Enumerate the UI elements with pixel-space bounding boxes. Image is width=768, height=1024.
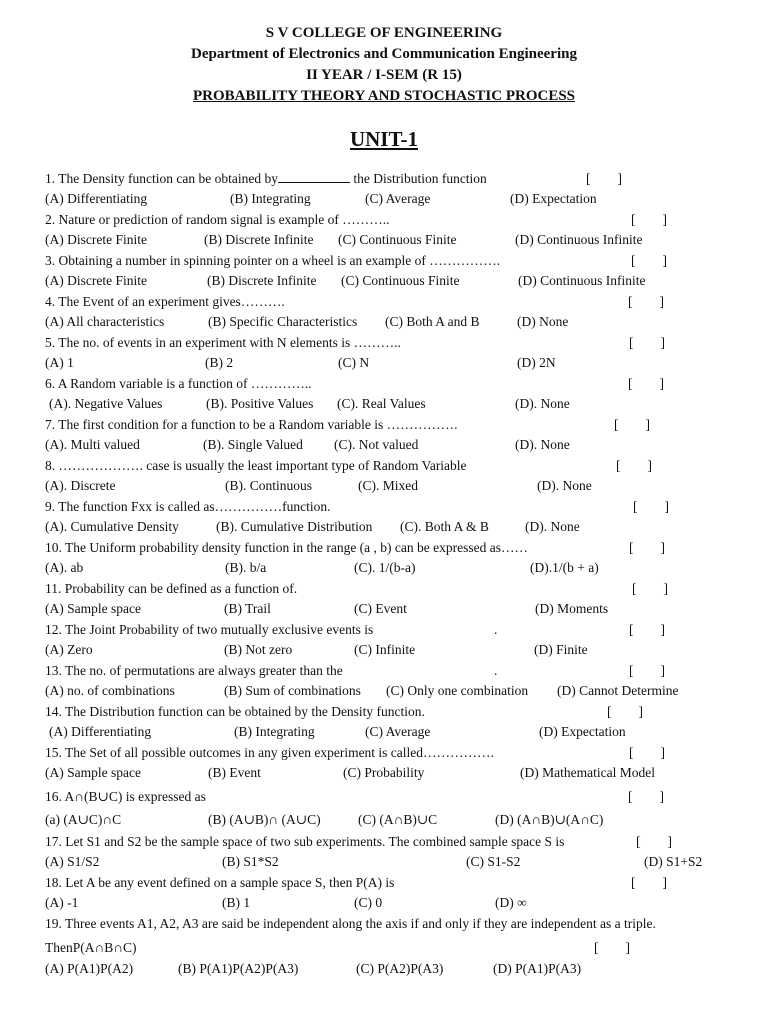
option-b: (B) P(A1)P(A2)P(A3): [178, 961, 299, 976]
option-a: (A). Discrete: [45, 478, 116, 493]
option-a: (A) All characteristics: [45, 314, 165, 329]
option-a: (A) Differentiating: [49, 724, 152, 739]
answer-bracket: [ ]: [632, 581, 668, 596]
option-b: (B) Specific Characteristics: [208, 314, 358, 329]
question-text: [45, 170, 487, 188]
option-a: (A) Sample space: [45, 765, 141, 780]
option-b: (B). b/a: [225, 560, 267, 575]
option-d: (D) Expectation: [539, 724, 626, 739]
option-b: (B) Not zero: [224, 642, 293, 657]
answer-bracket: [ ]: [628, 789, 664, 804]
blank-dot: .: [494, 663, 498, 678]
option-c: (C) Continuous Finite: [338, 232, 457, 247]
unit-heading: UNIT-1: [349, 127, 419, 151]
option-a: (A) S1/S2: [45, 854, 100, 869]
option-a: (A) Sample space: [45, 601, 141, 616]
option-d: (D) S1+S2: [644, 854, 703, 869]
answer-bracket: [ ]: [629, 663, 665, 678]
question-text: 11. Probability can be defined as a function of.: [45, 581, 298, 596]
option-a: (A) Differentiating: [45, 191, 148, 206]
answer-bracket: [ ]: [586, 171, 622, 186]
option-d: (D). None: [537, 478, 592, 493]
answer-bracket: [ ]: [614, 417, 650, 432]
option-b: (B) Discrete Infinite: [207, 273, 317, 288]
question-text: 9. The function Fxx is called as……………function.: [45, 499, 331, 514]
answer-bracket: [ ]: [629, 540, 665, 555]
question-text: 15. The Set of all possible outcomes in any given experiment is called…………….: [45, 745, 494, 760]
option-c: (C). Both A & B: [400, 519, 489, 534]
answer-bracket: [ ]: [631, 875, 667, 890]
question-text: 8. ………………. case is usually the least important type of Random Variable: [45, 458, 467, 473]
option-a: (A). Multi valued: [45, 437, 140, 452]
option-d: (D) Cannot Determine: [557, 683, 679, 698]
option-d: (D) None: [517, 314, 569, 329]
option-d: (D) P(A1)P(A3): [493, 961, 582, 976]
college-name: S V COLLEGE OF ENGINEERING: [265, 25, 503, 41]
option-b: (B) 1: [222, 895, 251, 910]
option-d: (D) (A∩B)∪(A∩C): [495, 812, 604, 827]
department-name: Department of Electronics and Communication Engineering: [191, 46, 577, 62]
option-c: (C) Probability: [343, 765, 425, 780]
option-d: (D). None: [515, 437, 570, 452]
option-d: (D) 2N: [517, 355, 556, 370]
option-b: (B) Event: [208, 765, 261, 780]
answer-bracket: [ ]: [628, 376, 664, 391]
option-b: (B) Integrating: [230, 191, 311, 206]
option-b: (B) Sum of combinations: [224, 683, 361, 698]
option-a: (A). ab: [45, 560, 84, 575]
answer-bracket: [ ]: [633, 499, 669, 514]
option-b: (B). Cumulative Distribution: [216, 519, 373, 534]
answer-bracket: [ ]: [629, 622, 665, 637]
option-a: (A) 1: [45, 355, 74, 370]
question-text: 3. Obtaining a number in spinning pointer on a wheel is an example of …………….: [45, 253, 501, 268]
fill-in-blank: [278, 170, 350, 183]
option-c: (C) Average: [365, 191, 431, 206]
option-d: (D) Expectation: [510, 191, 597, 206]
question-text: 14. The Distribution function can be obtained by the Density function.: [45, 704, 425, 719]
option-c: (C). Not valued: [334, 437, 419, 452]
option-c: (C) (A∩B)∪C: [358, 812, 438, 827]
option-c: (C). 1/(b-a): [354, 560, 416, 575]
year-semester: II YEAR / I-SEM (R 15): [306, 67, 462, 83]
question-text: 12. The Joint Probability of two mutually exclusive events is: [45, 622, 374, 637]
option-c: (C) Continuous Finite: [341, 273, 460, 288]
option-a: (A) -1: [45, 895, 79, 910]
answer-bracket: [ ]: [607, 704, 643, 719]
answer-bracket: [ ]: [616, 458, 652, 473]
option-d: (D) Finite: [534, 642, 588, 657]
subject-title: PROBABILITY THEORY AND STOCHASTIC PROCESS: [192, 88, 576, 104]
question-text: 18. Let A be any event defined on a sample space S, then P(A) is: [45, 875, 395, 890]
option-c: (C) P(A2)P(A3): [356, 961, 444, 976]
option-b: (B) Discrete Infinite: [204, 232, 314, 247]
option-d: (D) Moments: [535, 601, 609, 616]
question-text: 6. A Random variable is a function of …………..: [45, 376, 312, 391]
option-a: (A) Zero: [45, 642, 93, 657]
option-d: (D).1/(b + a): [530, 560, 599, 575]
option-b: (B) 2: [205, 355, 234, 370]
option-b: (B). Positive Values: [206, 396, 314, 411]
option-c: (C) Average: [365, 724, 431, 739]
answer-bracket: [ ]: [636, 834, 672, 849]
option-d: (D) ∞: [495, 895, 527, 910]
question-text: 2. Nature or prediction of random signal is example of ………..: [45, 212, 390, 227]
option-c: (C) Event: [354, 601, 407, 616]
option-b: (B) S1*S2: [222, 854, 279, 869]
option-c: (C). Mixed: [358, 478, 418, 493]
option-c: (C) N: [338, 355, 370, 370]
option-d: (D). None: [525, 519, 580, 534]
option-c: (C). Real Values: [337, 396, 426, 411]
option-c: (C) S1-S2: [466, 854, 521, 869]
option-b: (B) Integrating: [234, 724, 315, 739]
answer-bracket: [ ]: [631, 253, 667, 268]
option-b: (B) Trail: [224, 601, 271, 616]
question-text: 16. A∩(B∪C) is expressed as: [45, 789, 206, 804]
option-c: (C) Only one combination: [386, 683, 529, 698]
option-a: (A) Discrete Finite: [45, 273, 147, 288]
option-a: (A). Negative Values: [49, 396, 163, 411]
question-text-continued: the Distribution function: [349, 171, 487, 186]
option-a: (a) (A∪C)∩C: [45, 812, 122, 827]
answer-bracket: [ ]: [628, 294, 664, 309]
question-text: 19. Three events A1, A2, A3 are said be independent along the axis if and only if they are independent as a triple.: [45, 916, 656, 931]
option-c: (C) Infinite: [354, 642, 416, 657]
option-b: (B). Continuous: [225, 478, 313, 493]
option-d: (D) Mathematical Model: [520, 765, 655, 780]
option-a: (A). Cumulative Density: [45, 519, 179, 534]
question-text: 7. The first condition for a function to be a Random variable is …………….: [45, 417, 458, 432]
option-c: (C) 0: [354, 895, 383, 910]
question-text: 5. The no. of events in an experiment with N elements is ………..: [45, 335, 401, 350]
question-text-line-2: ThenP(A∩B∩C): [45, 940, 137, 955]
question-text-lead: 1. The Density function can be obtained by: [45, 171, 278, 186]
option-d: (D) Continuous Infinite: [515, 232, 643, 247]
option-d: (D) Continuous Infinite: [518, 273, 646, 288]
option-d: (D). None: [515, 396, 570, 411]
option-c: (C) Both A and B: [385, 314, 480, 329]
question-text: 13. The no. of permutations are always greater than the: [45, 663, 343, 678]
answer-bracket: [ ]: [629, 335, 665, 350]
option-a: (A) Discrete Finite: [45, 232, 147, 247]
option-b: (B). Single Valued: [203, 437, 303, 452]
question-text: 10. The Uniform probability density function in the range (a , b) can be expressed as……: [45, 540, 528, 555]
option-a: (A) P(A1)P(A2): [45, 961, 134, 976]
answer-bracket: [ ]: [631, 212, 667, 227]
answer-bracket: [ ]: [629, 745, 665, 760]
option-a: (A) no. of combinations: [45, 683, 175, 698]
answer-bracket: [ ]: [594, 940, 630, 955]
question-text: 17. Let S1 and S2 be the sample space of two sub experiments. The combined sample space S is: [45, 834, 565, 849]
blank-dot: .: [494, 622, 498, 637]
option-b: (B) (A∪B)∩ (A∪C): [208, 812, 321, 827]
question-text: 4. The Event of an experiment gives……….: [45, 294, 285, 309]
